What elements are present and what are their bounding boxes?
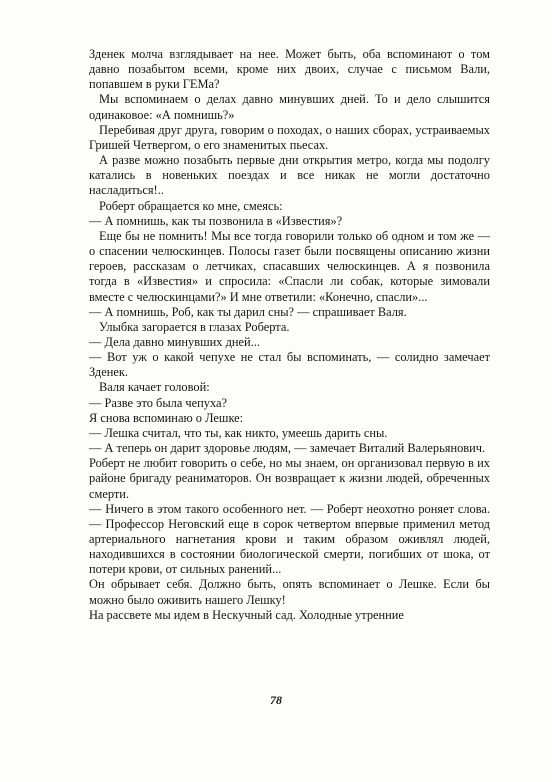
paragraph-text: Зденек молча взглядывает на нее. Может быть, оба вспоминают о том давно позабытом всеми, кроме них двоих, случае с письмом Вали, попавшем в руки ГЕМа? <box>89 47 490 92</box>
paragraph-text: — Лешка считал, что ты, как никто, умеешь дарить сны. <box>89 425 388 440</box>
paragraph-1 <box>89 47 490 92</box>
paragraph-20 <box>89 608 490 623</box>
paragraph-text: Еще бы не помнить! Мы все тогда говорили только об одном и том же — о спасении челюскинцев. Полосы газет были посвящены описанию жизни героев, рассказам о летчиках, спасавших челюскинцев. А я позвонила тогда в «Известия» и спросила: «Спасли ли собак, которые зимовали вместе с челюскинцами?» И мне ответили: «Конечно, спасли»... <box>89 228 490 304</box>
paragraph-3 <box>89 123 490 153</box>
paragraph-4 <box>89 153 490 198</box>
paragraph-7 <box>89 229 490 305</box>
paragraph-text: Я снова вспоминаю о Лешке: <box>89 410 244 425</box>
paragraph-text: Он обрывает себя. Должно быть, опять вспоминает о Лешке. Если бы можно было оживить нашего Лешку! <box>89 577 490 607</box>
page-text <box>89 47 490 623</box>
paragraph-text: Валя качает головой: <box>99 380 210 395</box>
paragraph-6 <box>89 214 490 229</box>
paragraph-10 <box>89 335 490 350</box>
paragraph-text: Мы вспоминаем о делах давно минувших дней. То и дело слышится одинаковое: «А помнишь?» <box>89 92 490 122</box>
paragraph-15 <box>89 426 490 441</box>
paragraph-19 <box>89 577 490 607</box>
paragraph-text: Улыбка загорается в глазах Роберта. <box>99 319 290 334</box>
paragraph-12 <box>89 380 490 395</box>
paragraph-18 <box>89 502 490 578</box>
paragraph-11 <box>89 350 490 380</box>
paragraph-text: Перебивая друг друга, говорим о походах, о наших сборах, устраиваемых Гришей Четвергом, о его знаменитых пьесах. <box>89 122 490 152</box>
paragraph-9 <box>89 320 490 335</box>
paragraph-text: Роберт обращается ко мне, смеясь: <box>99 198 283 213</box>
paragraph-text: Роберт не любит говорить о себе, но мы знаем, он организовал первую в их районе бригаду реаниматоров. Он возвращает к жизни людей, обреченных смерти. <box>89 456 490 501</box>
paragraph-17 <box>89 456 490 501</box>
paragraph-text: — Ничего в этом такого особенного нет. — Роберт неохотно роняет слова. — Профессор Неговский еще в сорок четвертом впервые применил метод артериального нагнетания крови и таким образом оживлял людей, находившихся в состоянии биологической смерти, погибших от шока, от потери крови, от сильных ранений... <box>89 501 490 577</box>
paragraph-text: А разве можно позабыть первые дни открытия метро, когда мы подолгу катались в новеньких поездах и все никак не могли достаточно насладиться!.. <box>89 153 490 198</box>
paragraph-5 <box>89 199 490 214</box>
paragraph-text: — А помнишь, как ты позвонила в «Известия»? <box>89 213 343 228</box>
paragraph-text: — Дела давно минувших дней... <box>89 334 260 349</box>
paragraph-2 <box>89 92 490 122</box>
paragraph-13 <box>89 396 490 411</box>
paragraph-8 <box>89 305 490 320</box>
paragraph-text: — Разве это была чепуха? <box>89 395 228 410</box>
paragraph-text: На рассвете мы идем в Нескучный сад. Холодные утренние <box>89 607 404 622</box>
paragraph-14 <box>89 411 490 426</box>
page-number: 78 <box>270 693 282 707</box>
paragraph-text: — А теперь он дарит здоровье людям, — замечает Виталий Валерьянович. <box>89 441 486 456</box>
paragraph-text: — А помнишь, Роб, как ты дарил сны? — спрашивает Валя. <box>89 304 407 319</box>
paragraph-16 <box>89 441 490 456</box>
paragraph-text: — Вот уж о какой чепухе не стал бы вспоминать, — солидно замечает Зденек. <box>89 350 490 380</box>
